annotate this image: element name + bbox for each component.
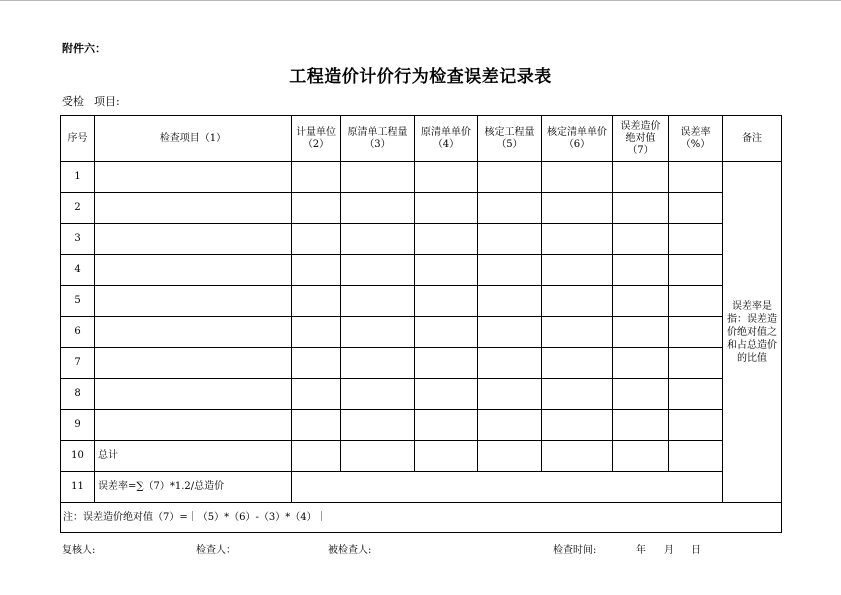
project-label-project: 项目: bbox=[94, 95, 120, 108]
unit-cell bbox=[292, 410, 341, 441]
table-row bbox=[61, 255, 782, 286]
total-label-cell: 总计 bbox=[95, 441, 292, 472]
page-title: 工程造价计价行为检查误差记录表 bbox=[289, 67, 552, 87]
checked-qty-cell bbox=[478, 162, 542, 193]
checked-qty-cell bbox=[478, 410, 542, 441]
abs-error-cell bbox=[613, 441, 669, 472]
orig-price-cell bbox=[415, 410, 478, 441]
error-rate-cell bbox=[669, 441, 723, 472]
checked-price-cell bbox=[542, 162, 613, 193]
note-cell: 注：误差造价绝对值（7）=｜（5）*（6）-（3）*（4）｜ bbox=[61, 503, 782, 533]
unit-cell bbox=[292, 162, 341, 193]
error-rate-cell bbox=[669, 410, 723, 441]
header-cell-checked-qty: 核定工程量 （5） bbox=[478, 116, 542, 162]
abs-error-cell bbox=[613, 224, 669, 255]
row-number-cell: 9 bbox=[61, 410, 95, 441]
table-row bbox=[61, 379, 782, 410]
inspected-party-label: 被检查人: bbox=[328, 545, 372, 556]
row-number-cell: 6 bbox=[61, 317, 95, 348]
checked-price-cell bbox=[542, 255, 613, 286]
row-number-cell: 11 bbox=[61, 472, 95, 503]
item-cell bbox=[95, 379, 292, 410]
table-row bbox=[61, 224, 782, 255]
orig-qty-cell bbox=[341, 348, 415, 379]
header-cell-checked-price: 核定清单单价 （6） bbox=[542, 116, 613, 162]
total-row bbox=[61, 441, 782, 472]
orig-qty-cell bbox=[341, 255, 415, 286]
orig-qty-cell bbox=[341, 317, 415, 348]
orig-qty-cell bbox=[341, 193, 415, 224]
month-label: 月 bbox=[664, 545, 674, 556]
table-row bbox=[61, 317, 782, 348]
header-cell-abs-error: 误差造价 绝对值 （7） bbox=[613, 116, 669, 162]
checked-qty-cell bbox=[478, 379, 542, 410]
orig-price-cell bbox=[415, 348, 478, 379]
orig-price-cell bbox=[415, 255, 478, 286]
header-cell-seq: 序号 bbox=[61, 116, 95, 162]
header-cell-unit: 计量单位 （2） bbox=[292, 116, 341, 162]
checked-qty-cell bbox=[478, 224, 542, 255]
error-rate-cell bbox=[669, 255, 723, 286]
unit-cell bbox=[292, 255, 341, 286]
unit-cell bbox=[292, 224, 341, 255]
orig-price-cell bbox=[415, 379, 478, 410]
error-rate-cell bbox=[669, 162, 723, 193]
checked-qty-cell bbox=[478, 441, 542, 472]
orig-price-cell bbox=[415, 441, 478, 472]
row-number-cell: 3 bbox=[61, 224, 95, 255]
table-row bbox=[61, 410, 782, 441]
inspection-time-label: 检查时间: bbox=[553, 545, 597, 556]
abs-error-cell bbox=[613, 410, 669, 441]
orig-price-cell bbox=[415, 317, 478, 348]
checked-price-cell bbox=[542, 286, 613, 317]
note-row bbox=[61, 503, 782, 533]
error-record-table bbox=[60, 115, 782, 533]
abs-error-cell bbox=[613, 317, 669, 348]
item-cell bbox=[95, 255, 292, 286]
abs-error-cell bbox=[613, 348, 669, 379]
row-number-cell: 8 bbox=[61, 379, 95, 410]
orig-qty-cell bbox=[341, 441, 415, 472]
checked-qty-cell bbox=[478, 193, 542, 224]
error-rate-cell bbox=[669, 348, 723, 379]
checked-qty-cell bbox=[478, 286, 542, 317]
abs-error-cell bbox=[613, 379, 669, 410]
top-border-line bbox=[0, 0, 841, 1]
unit-cell bbox=[292, 379, 341, 410]
orig-price-cell bbox=[415, 162, 478, 193]
header-cell-orig-qty: 原清单工程量 （3） bbox=[341, 116, 415, 162]
table-row bbox=[61, 286, 782, 317]
error-rate-merged-cell bbox=[292, 472, 723, 503]
orig-qty-cell bbox=[341, 224, 415, 255]
error-rate-formula-cell: 误差率=∑（7）*1.2/总造价 bbox=[95, 472, 292, 503]
orig-qty-cell bbox=[341, 162, 415, 193]
checked-price-cell bbox=[542, 410, 613, 441]
error-rate-cell bbox=[669, 379, 723, 410]
row-number-cell: 10 bbox=[61, 441, 95, 472]
row-number-cell: 2 bbox=[61, 193, 95, 224]
checked-qty-cell bbox=[478, 348, 542, 379]
table-row bbox=[61, 193, 782, 224]
abs-error-cell bbox=[613, 162, 669, 193]
orig-qty-cell bbox=[341, 286, 415, 317]
item-cell bbox=[95, 410, 292, 441]
abs-error-cell bbox=[613, 193, 669, 224]
error-rate-cell bbox=[669, 193, 723, 224]
item-cell bbox=[95, 193, 292, 224]
year-label: 年 bbox=[636, 545, 646, 556]
checked-qty-cell bbox=[478, 255, 542, 286]
error-rate-cell bbox=[669, 224, 723, 255]
checked-price-cell bbox=[542, 317, 613, 348]
unit-cell bbox=[292, 286, 341, 317]
row-number-cell: 1 bbox=[61, 162, 95, 193]
checked-price-cell bbox=[542, 193, 613, 224]
item-cell bbox=[95, 286, 292, 317]
day-label: 日 bbox=[691, 545, 701, 556]
header-cell-orig-price: 原清单单价 （4） bbox=[415, 116, 478, 162]
table-header-row bbox=[61, 116, 782, 162]
table-row bbox=[61, 162, 782, 193]
orig-price-cell bbox=[415, 286, 478, 317]
orig-qty-cell bbox=[341, 410, 415, 441]
orig-qty-cell bbox=[341, 379, 415, 410]
abs-error-cell bbox=[613, 286, 669, 317]
checked-price-cell bbox=[542, 379, 613, 410]
inspector-label: 检查人： bbox=[196, 545, 236, 556]
error-rate-cell bbox=[669, 317, 723, 348]
row-number-cell: 7 bbox=[61, 348, 95, 379]
row-number-cell: 5 bbox=[61, 286, 95, 317]
item-cell bbox=[95, 224, 292, 255]
unit-cell bbox=[292, 348, 341, 379]
orig-price-cell bbox=[415, 224, 478, 255]
checked-price-cell bbox=[542, 441, 613, 472]
error-rate-cell bbox=[669, 286, 723, 317]
item-cell bbox=[95, 317, 292, 348]
abs-error-cell bbox=[613, 255, 669, 286]
header-cell-item: 检查项目（1） bbox=[95, 116, 292, 162]
reviewer-label: 复核人: bbox=[62, 545, 96, 556]
unit-cell bbox=[292, 193, 341, 224]
remark-cell: 误差率是指：误差造价绝对值之和占总造价的比值 bbox=[723, 162, 782, 503]
unit-cell bbox=[292, 441, 341, 472]
error-rate-row bbox=[61, 472, 782, 503]
checked-price-cell bbox=[542, 348, 613, 379]
project-line bbox=[62, 93, 120, 109]
table-row bbox=[61, 348, 782, 379]
orig-price-cell bbox=[415, 193, 478, 224]
item-cell bbox=[95, 162, 292, 193]
header-cell-error-rate: 误差率 （%） bbox=[669, 116, 723, 162]
header-cell-remark: 备注 bbox=[723, 116, 782, 162]
project-label-inspected: 受检 bbox=[62, 95, 84, 108]
item-cell bbox=[95, 348, 292, 379]
checked-qty-cell bbox=[478, 317, 542, 348]
attachment-label: 附件六： bbox=[62, 42, 106, 55]
unit-cell bbox=[292, 317, 341, 348]
checked-price-cell bbox=[542, 224, 613, 255]
row-number-cell: 4 bbox=[61, 255, 95, 286]
